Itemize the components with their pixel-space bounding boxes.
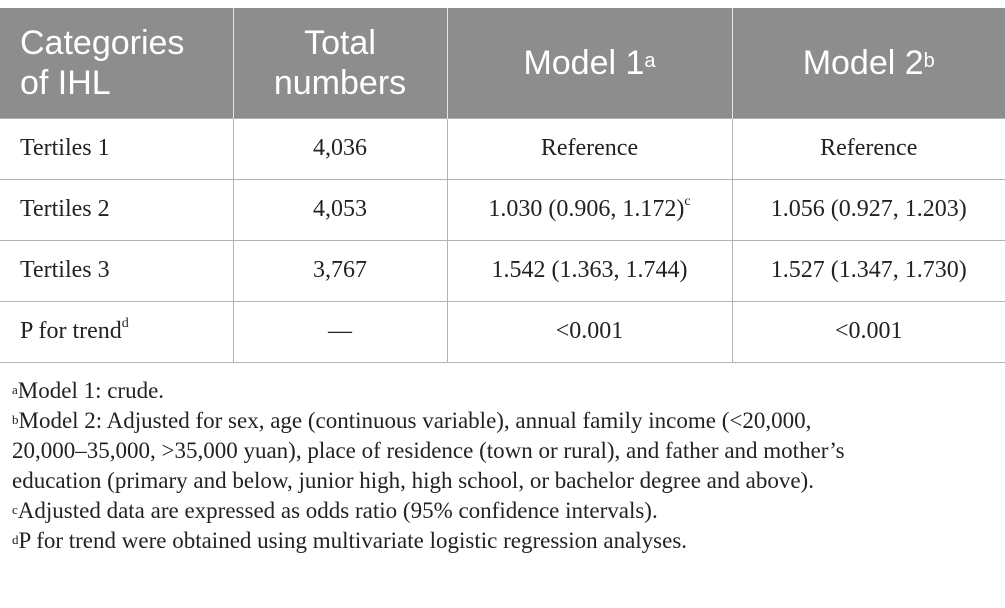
footnote-b xyxy=(12,406,997,496)
row-label-text: Tertiles 3 xyxy=(20,257,110,283)
model-1-value: 1.542 (1.363, 1.744) xyxy=(491,257,688,283)
row-label-footnote-mark: d xyxy=(121,316,129,331)
model-1-cell xyxy=(447,118,732,179)
footnote-mark: c xyxy=(12,502,18,517)
table-row xyxy=(0,118,1005,179)
header-model-1-footnote-mark: a xyxy=(644,49,656,72)
model-1-value: <0.001 xyxy=(555,318,624,344)
header-model-2-text: Model 2 xyxy=(802,43,924,82)
row-label xyxy=(0,179,233,240)
footnote-mark: b xyxy=(12,412,19,427)
footnote-a xyxy=(12,376,997,406)
footnote-text: education (primary and below, junior high, high school, or bachelor degree and above). xyxy=(12,468,814,493)
table-body xyxy=(0,118,1005,362)
row-label-text: Tertiles 2 xyxy=(20,196,110,222)
row-label xyxy=(0,301,233,362)
table-row xyxy=(0,301,1005,362)
table-footnotes xyxy=(12,376,997,556)
model-1-cell xyxy=(447,240,732,301)
footnote-line xyxy=(12,406,997,436)
header-row xyxy=(0,8,1005,118)
footnote-text: Model 1: crude. xyxy=(17,378,165,403)
header-model-2-footnote-mark: b xyxy=(923,49,935,72)
results-table xyxy=(0,8,1005,363)
header-model-1 xyxy=(447,8,732,118)
row-label-text: Tertiles 1 xyxy=(20,135,110,161)
header-total-numbers xyxy=(233,8,447,118)
footnote-mark: d xyxy=(12,532,19,547)
row-label-text: P for trend xyxy=(20,318,122,344)
table-row xyxy=(0,179,1005,240)
footnote-text: Model 2: Adjusted for sex, age (continuous variable), annual family income (<20,000, xyxy=(18,408,812,433)
table-row xyxy=(0,240,1005,301)
footnote-mark: a xyxy=(12,382,18,397)
model-1-footnote-mark: c xyxy=(684,194,691,209)
results-table-container xyxy=(0,8,1005,363)
header-categories xyxy=(0,8,233,118)
header-model-1-text: Model 1 xyxy=(523,43,645,82)
footnote-c xyxy=(12,496,997,526)
header-categories-text: Categories of IHL xyxy=(20,23,185,102)
model-2-cell: 1.527 (1.347, 1.730) xyxy=(732,240,1005,301)
header-total-numbers-text: Total numbers xyxy=(273,23,407,102)
footnote-text: P for trend were obtained using multivariate logistic regression analyses. xyxy=(18,528,688,553)
header-model-2 xyxy=(732,8,1005,118)
footnote-d xyxy=(12,526,997,556)
row-label xyxy=(0,118,233,179)
model-2-cell: 1.056 (0.927, 1.203) xyxy=(732,179,1005,240)
model-1-cell xyxy=(447,301,732,362)
model-2-cell: <0.001 xyxy=(732,301,1005,362)
footnote-text: Adjusted data are expressed as odds ratio (95% confidence intervals). xyxy=(17,498,658,523)
model-1-cell xyxy=(447,179,732,240)
total-cell: 4,036 xyxy=(233,118,447,179)
model-2-cell: Reference xyxy=(732,118,1005,179)
total-cell: — xyxy=(233,301,447,362)
row-label xyxy=(0,240,233,301)
table-header xyxy=(0,8,1005,118)
total-cell: 4,053 xyxy=(233,179,447,240)
footnote-text: 20,000–35,000, >35,000 yuan), place of residence (town or rural), and father and mother’s xyxy=(12,438,845,463)
total-cell: 3,767 xyxy=(233,240,447,301)
model-1-value: 1.030 (0.906, 1.172) xyxy=(488,196,685,222)
model-1-value: Reference xyxy=(540,135,639,161)
